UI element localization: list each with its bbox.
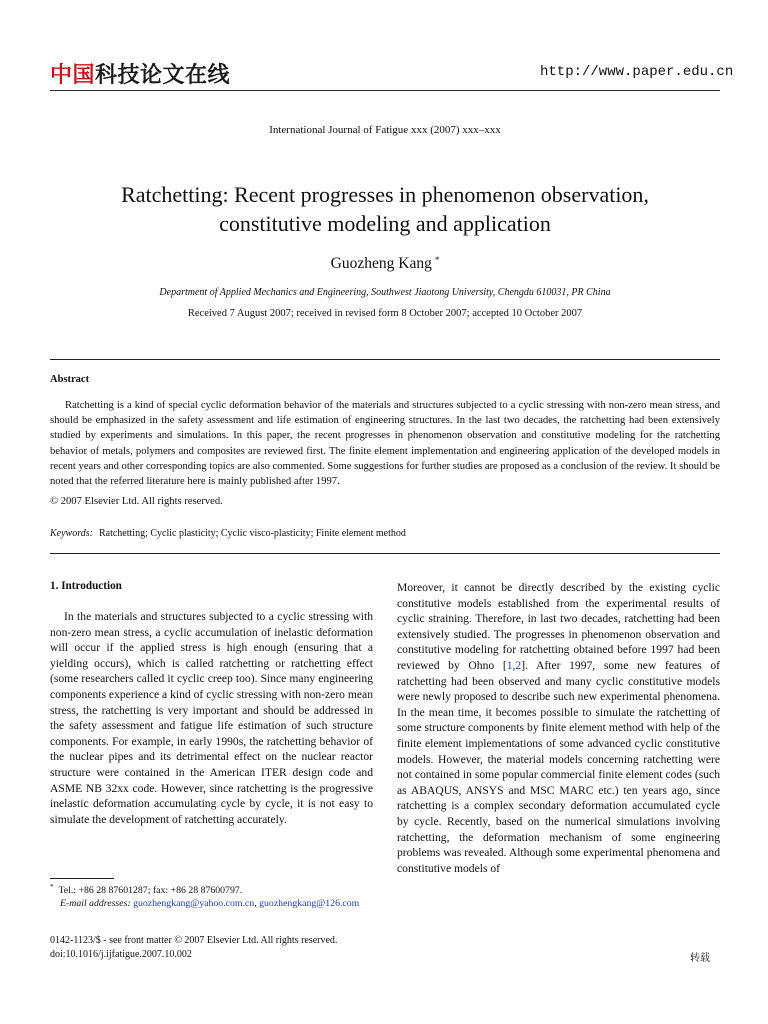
abstract-heading: Abstract <box>50 374 90 385</box>
email-link-1[interactable]: guozhengkang@yahoo.com.cn <box>133 898 255 909</box>
header-divider <box>50 90 720 91</box>
footnote <box>50 881 373 910</box>
logo-text: 科技论文在线 <box>95 63 231 88</box>
intro-paragraph-left: In the materials and structures subjected to a cyclic stressing with non-zero mean stress, a cyclic accumulation of inelastic deformation will occur if the applied stress is high enough (ensuring that a yielding occurs), which is called ratchetting or ratchetting effect (some researchers called it cyclic creep too). Since many engineering components experience a kind of cyclic stressing with non-zero mean stress, the ratchetting is very important and should be addressed in the safety assessment and fatigue life estimation of such structure components. For example, in early 1990s, the ratchetting behavior of the nuclear pipes and its detrimental effect on the nuclear reactor structure were contained in the American ITER design code and ASME NB 32xx code. However, since ratchetting is the progressive inelastic deformation accumulating cycle by cycle, it is not easy to simulate the development of ratchetting accurately. <box>50 610 373 826</box>
email-link-2[interactable]: guozhengkang@126.com <box>259 898 360 909</box>
affiliation: Department of Applied Mechanics and Engineering, Southwest Jiaotong University, Chengdu 610031, PR China <box>159 287 611 298</box>
footnote-contact <box>50 881 373 897</box>
intro-text-before-ref: Moreover, it cannot be directly described by the existing cyclic constitutive models established from the experimental results of cyclic straining. Therefore, in last two decades, ratchetting had been extensively studied. The progresses in phenomenon observation and constitutive modeling for ratchetting obtained before 1997 had been reviewed by Ohno [ <box>397 581 720 672</box>
section-heading: 1. Introduction <box>50 580 122 592</box>
doi-line: doi:10.1016/j.ijfatigue.2007.10.002 <box>50 949 192 960</box>
intro-paragraph-right <box>397 580 720 876</box>
author-footnote-mark[interactable]: * <box>434 255 440 265</box>
keywords <box>50 528 406 539</box>
email-label: E-mail addresses: <box>60 898 131 909</box>
abstract-text: Ratchetting is a kind of special cyclic deformation behavior of the materials and structures subjected to a cyclic stressing with non-zero mean stress, and should be emphasized in the safety assessment and life estimation of engineering structures. In the last two decades, the ratchetting had been extensively studied by experiments and simulations. In this paper, the recent progresses in phenomenon observation and constitutive modeling for the ratchetting behavior of metals, polymers and composites are reviewed first. The finite element implementation and engineering application of the developed models in recent years and other corresponding topics are also commented. Some suggestions for further studies are proposed as a conclusion of the review. It should be noted that the referred literature here is mainly published after 1997. <box>50 400 720 488</box>
site-logo <box>50 58 230 89</box>
footnote-rule <box>50 878 114 879</box>
received-dates: Received 7 August 2007; received in revised form 8 October 2007; accepted 10 October 2007 <box>187 308 583 319</box>
author <box>50 255 720 273</box>
email-separator: , <box>254 898 260 909</box>
citation-link[interactable]: 1,2 <box>506 658 522 672</box>
site-url[interactable]: http://www.paper.edu.cn <box>540 64 734 80</box>
footnote-mark: * <box>50 883 54 891</box>
intro-text-after-ref: ]. After 1997, some new features of ratchetting had been observed and many cyclic constitutive models were newly proposed to describe such new experimental phenomena. In the mean time, it becomes possible to simulate the ratchetting of some structure components by finite element method with help of the finite element implementations of some advanced cyclic constitutive models. However, the material models concerning ratchetting were not contained in some popular commercial finite element codes (such as ABAQUS, ANSYS and MSC MARC etc.) ten years ago, since ratchetting is a complex secondary deformation accumulated cycle by cycle. Recently, based on the numerical simulations involving ratchetting, the deformation mechanism of some engineering problems was revealed. Although some experimental phenomena and constitutive models of <box>397 658 720 875</box>
left-column <box>50 580 373 827</box>
abstract-top-rule <box>50 359 720 360</box>
right-column <box>397 580 720 876</box>
logo-red-part: 中国 <box>50 63 96 88</box>
title-line-1: Ratchetting: Recent progresses in phenomenon observation, <box>121 182 649 207</box>
abstract-copyright: © 2007 Elsevier Ltd. All rights reserved. <box>50 496 223 507</box>
issn-line: 0142-1123/$ - see front matter © 2007 Elsevier Ltd. All rights reserved. <box>50 935 338 946</box>
journal-line: International Journal of Fatigue xxx (2007) xxx–xxx <box>269 124 501 136</box>
abstract-bottom-rule <box>50 553 720 554</box>
keywords-text: Ratchetting; Cyclic plasticity; Cyclic visco-plasticity; Finite element method <box>98 528 406 539</box>
title-line-2: constitutive modeling and application <box>219 211 551 236</box>
footnote-tel: Tel.: +86 28 87601287; fax: +86 28 87600797. <box>58 885 243 896</box>
footnote-emails <box>50 897 373 910</box>
keywords-label: Keywords: <box>50 528 93 539</box>
issn-block <box>50 934 450 962</box>
repost-note: 转载 <box>690 953 710 964</box>
abstract-body <box>50 398 720 489</box>
author-name: Guozheng Kang <box>330 255 432 272</box>
paper-title <box>50 180 720 238</box>
